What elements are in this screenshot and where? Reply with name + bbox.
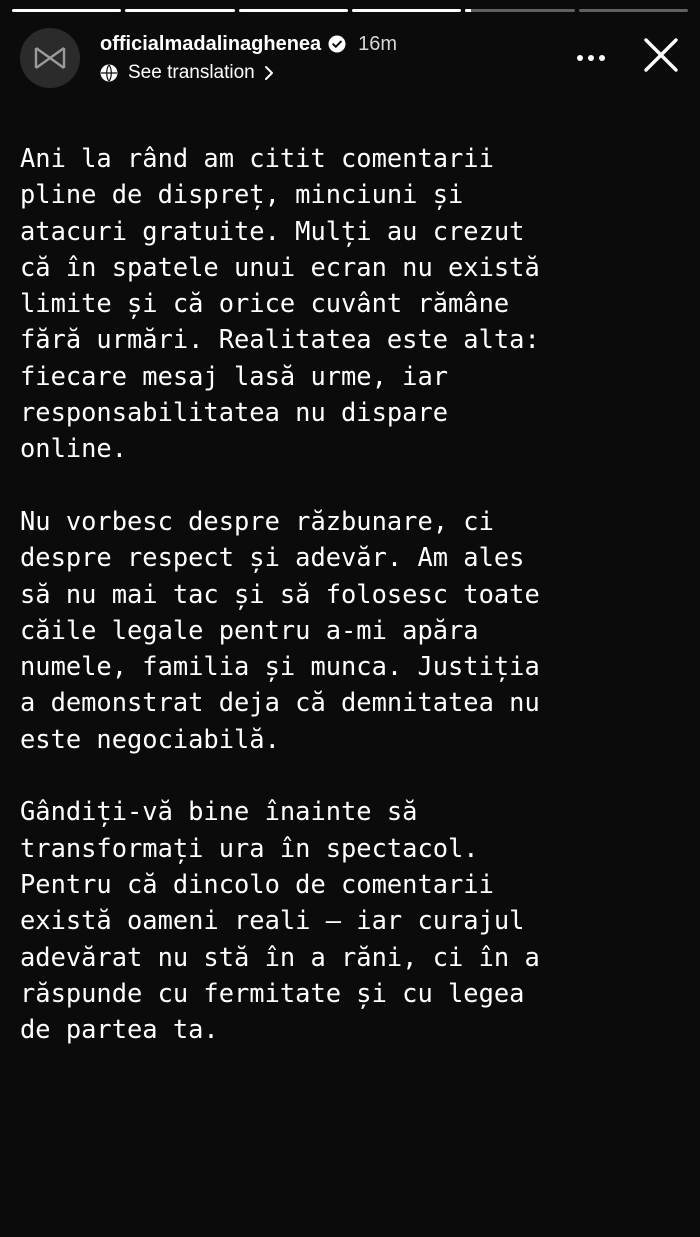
progress-segment-fill	[125, 9, 234, 12]
verified-badge-icon	[328, 35, 346, 53]
story-paragraph-2: Nu vorbesc despre răzbunare, ci despre respect și adevăr. Am ales să nu mai tac și să folosesc toate căile legale pentru a-mi apăra numele, familia și munca. Justiția a demonstrat deja că demnitatea nu este negociabilă.	[20, 505, 540, 754]
story-header	[20, 26, 686, 90]
progress-segment-4	[352, 9, 461, 12]
progress-segment-fill	[239, 9, 348, 12]
story-meta	[100, 30, 397, 86]
see-translation-label: See translation	[128, 62, 255, 83]
chevron-right-icon	[264, 65, 274, 81]
globe-icon	[100, 64, 118, 82]
post-time: 16m	[358, 32, 398, 55]
story-text-content	[20, 140, 680, 1084]
progress-segment-fill	[352, 9, 461, 12]
story-paragraph-3: Gândiți-vă bine înainte să transformați ura în spectacol. Pentru că dincolo de comentarii există oameni reali — iar curajul adevărat nu stă în a răni, ci în a răspunde cu fermitate și cu legea de partea ta.	[20, 796, 540, 1045]
progress-segment-1	[12, 9, 121, 12]
username[interactable]: officialmadalinaghenea	[100, 32, 322, 55]
profile-avatar[interactable]	[20, 28, 80, 88]
see-translation-link[interactable]	[100, 60, 397, 86]
progress-segment-2	[125, 9, 234, 12]
more-options-icon	[576, 54, 606, 62]
progress-segment-fill	[12, 9, 121, 12]
story-paragraph-1: Ani la rând am citit comentarii pline de dispreț, minciuni și atacuri gratuite. Mulți au crezut că în spatele unui ecran nu există limite și că orice cuvânt rămâne fără urmări. Realitatea este alta: fiecare mesaj lasă urme, iar responsabilitatea nu dispare online.	[20, 143, 540, 464]
progress-segment-6	[579, 9, 688, 12]
progress-segment-5	[465, 9, 574, 12]
progress-segment-3	[239, 9, 348, 12]
close-button[interactable]	[636, 30, 686, 80]
progress-segment-fill	[465, 9, 470, 12]
story-progress-bar	[12, 9, 688, 12]
username-row	[100, 30, 397, 58]
more-options-button[interactable]	[574, 44, 608, 72]
close-icon	[643, 37, 679, 73]
mg-monogram-logo	[32, 40, 68, 76]
